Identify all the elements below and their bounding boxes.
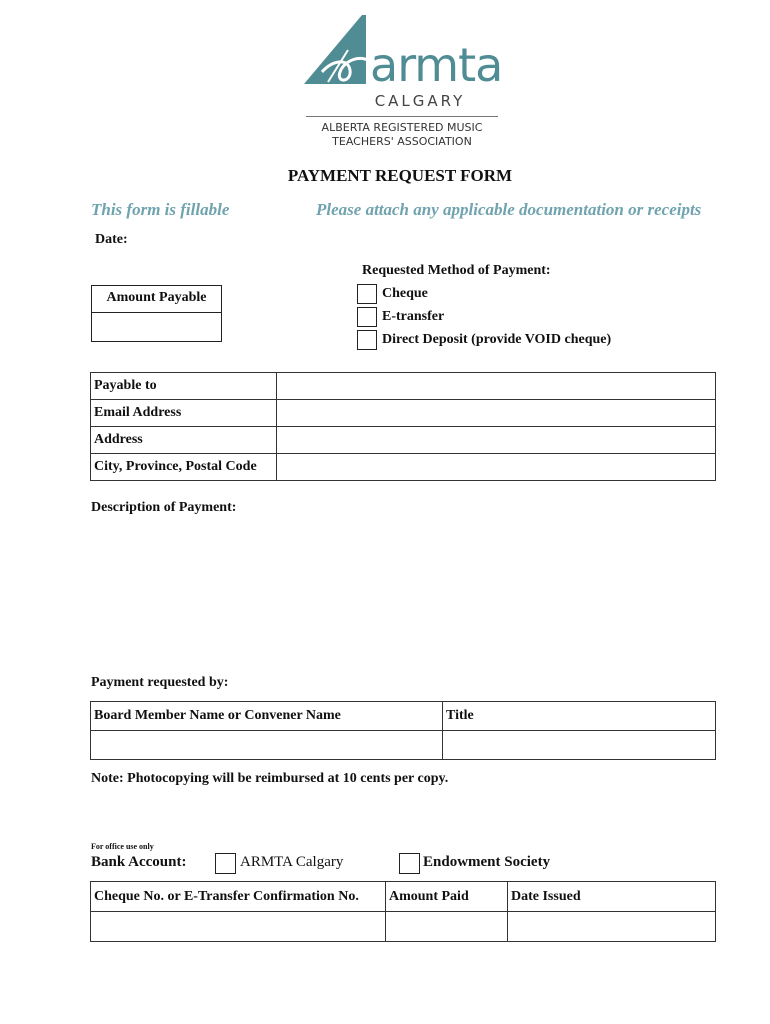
email-address-field[interactable] (277, 400, 716, 427)
date-issued-header: Date Issued (508, 882, 716, 912)
amount-paid-header: Amount Paid (386, 882, 508, 912)
logo-divider (306, 116, 498, 117)
email-address-label: Email Address (91, 400, 277, 427)
address-label: Address (91, 427, 277, 454)
photocopy-note: Note: Photocopying will be reimbursed at 10 cents per copy. (91, 771, 449, 786)
cheque-no-field[interactable] (91, 912, 386, 942)
date-issued-field[interactable] (508, 912, 716, 942)
armta-logo (300, 12, 510, 152)
title-field[interactable] (443, 731, 716, 760)
date-label: Date: (95, 232, 128, 247)
direct-deposit-checkbox[interactable] (357, 330, 377, 350)
amount-paid-field[interactable] (386, 912, 508, 942)
office-use-label: For office use only (91, 842, 154, 851)
office-table (90, 881, 716, 942)
armta-calgary-option-label: ARMTA Calgary (240, 854, 344, 870)
amount-payable-field[interactable] (91, 312, 222, 342)
logo-wordmark: armta (370, 38, 503, 92)
board-member-name-header: Board Member Name or Convener Name (91, 702, 443, 731)
payable-to-label: Payable to (91, 373, 277, 400)
table-row (91, 882, 716, 912)
table-row (91, 427, 716, 454)
table-row (91, 731, 716, 760)
table-row (91, 912, 716, 942)
description-field[interactable] (91, 520, 716, 660)
cheque-option-label: Cheque (382, 286, 428, 301)
date-field[interactable] (135, 230, 385, 250)
bank-account-label: Bank Account: (91, 854, 187, 870)
city-province-postal-label: City, Province, Postal Code (91, 454, 277, 481)
payment-method-heading: Requested Method of Payment: (362, 263, 551, 278)
page-title: PAYMENT REQUEST FORM (287, 166, 513, 185)
table-row (91, 702, 716, 731)
armta-calgary-checkbox[interactable] (215, 853, 236, 874)
title-header: Title (443, 702, 716, 731)
logo-subtitle-line1: ALBERTA REGISTERED MUSIC (321, 121, 483, 134)
payee-table (90, 372, 716, 481)
table-row (91, 373, 716, 400)
amount-payable-label: Amount Payable (106, 290, 207, 305)
fillable-note: This form is fillable (91, 200, 230, 219)
description-label: Description of Payment: (91, 500, 237, 515)
address-field[interactable] (277, 427, 716, 454)
endowment-society-option-label: Endowment Society (423, 854, 551, 870)
requested-by-label: Payment requested by: (91, 675, 229, 690)
payable-to-field[interactable] (277, 373, 716, 400)
direct-deposit-option-label: Direct Deposit (provide VOID cheque) (382, 332, 612, 347)
etransfer-checkbox[interactable] (357, 307, 377, 327)
logo-city: CALGARY (374, 92, 466, 110)
table-row (91, 400, 716, 427)
board-member-name-field[interactable] (91, 731, 443, 760)
city-province-postal-field[interactable] (277, 454, 716, 481)
requester-table (90, 701, 716, 760)
table-row (91, 454, 716, 481)
cheque-checkbox[interactable] (357, 284, 377, 304)
endowment-society-checkbox[interactable] (399, 853, 420, 874)
logo-subtitle-line2: TEACHERS' ASSOCIATION (332, 135, 472, 148)
cheque-no-header: Cheque No. or E-Transfer Confirmation No. (91, 882, 386, 912)
etransfer-option-label: E-transfer (382, 309, 445, 324)
attach-note: Please attach any applicable documentation or receipts (316, 200, 702, 219)
